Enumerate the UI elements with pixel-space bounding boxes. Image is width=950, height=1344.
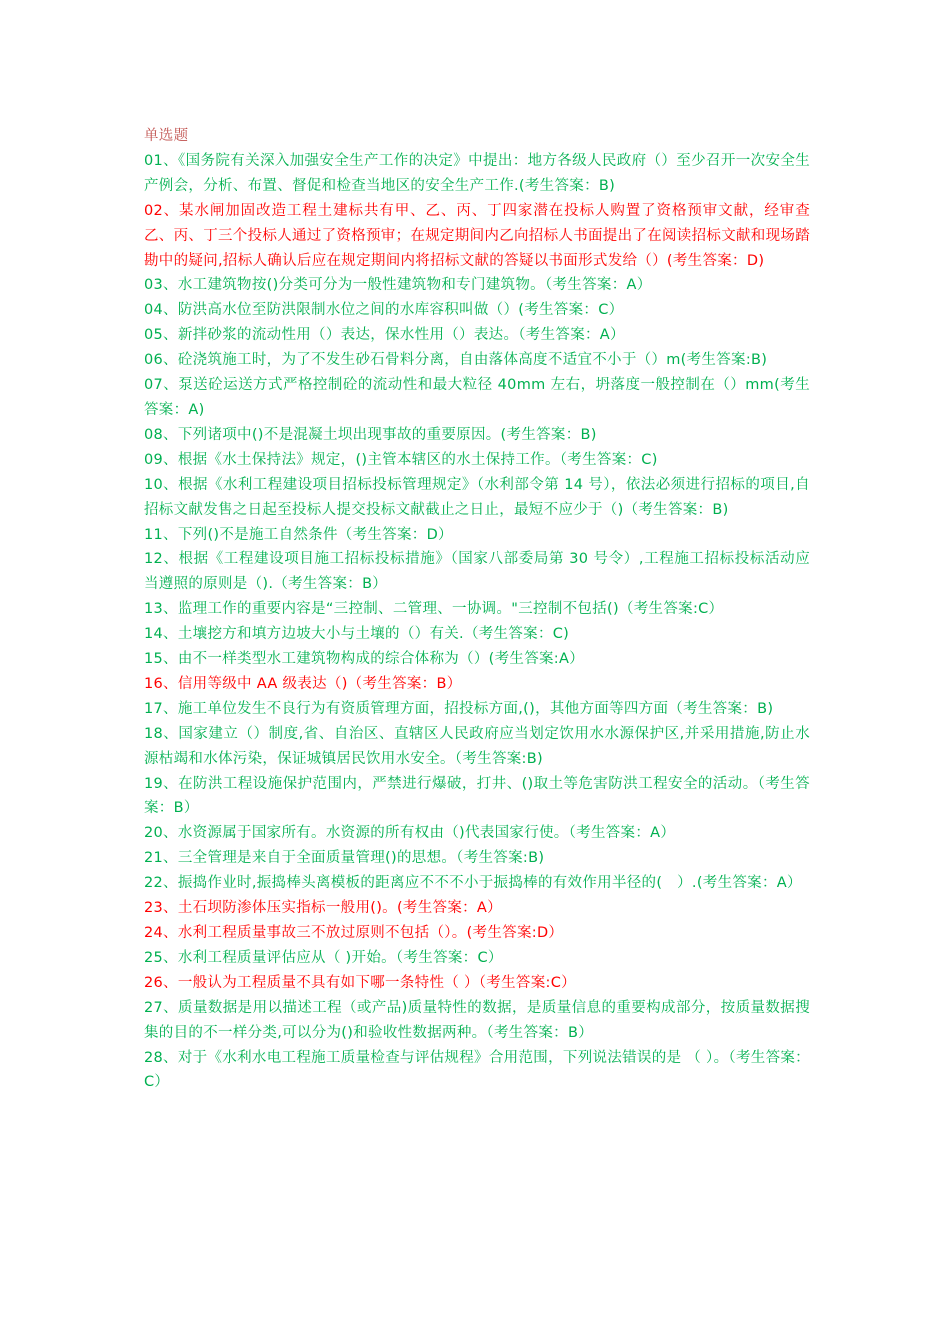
question-item: 17、施工单位发生不良行为有资质管理方面，招投标方面,()，其他方面等四方面（考生答案：B)	[144, 700, 774, 717]
question-item: 28、对于《水利水电工程施工质量检查与评估规程》合用范围，下列说法错误的是 （ ）。（考生答案：C）	[144, 1049, 810, 1091]
question-item: 11、下列()不是施工自然条件（考生答案：D）	[144, 526, 453, 543]
question-item: 15、由不一样类型水工建筑物构成的综合体称为（）(考生答案:A）	[144, 651, 585, 668]
question-list	[144, 149, 810, 1095]
question-item: 08、下列诸项中()不是混凝土坝出现事故的重要原因。(考生答案：B)	[144, 426, 597, 443]
question-item: 16、信用等级中 AA 级表达（)（考生答案：B）	[144, 675, 462, 692]
question-item: 22、振捣作业时,振捣棒头离模板的距离应不不不小于振捣棒的有效作用半径的( ）.(考生答案：A）	[144, 875, 802, 892]
question-item: 05、新拌砂浆的流动性用（）表达，保水性用（）表达。（考生答案：A）	[144, 327, 625, 344]
document-page	[144, 124, 810, 1095]
question-item: 13、监理工作的重要内容是“三控制、二管理、一协调。"三控制不包括()（考生答案:C）	[144, 601, 724, 618]
question-item: 20、水资源属于国家所有。水资源的所有权由（)代表国家行使。（考生答案：A）	[144, 825, 676, 842]
question-item: 26、一般认为工程质量不具有如下哪一条特性（ ）（考生答案:C）	[144, 974, 576, 991]
question-item: 19、在防洪工程设施保护范围内，严禁进行爆破，打井、()取土等危害防洪工程安全的活动。（考生答案：B）	[144, 775, 810, 817]
section-title: 单选题	[144, 128, 189, 144]
question-item: 25、水利工程质量评估应从（ )开始。（考生答案：C）	[144, 949, 503, 966]
question-item: 09、根据《水土保持法》规定，()主管本辖区的水土保持工作。（考生答案：C)	[144, 451, 658, 468]
question-item: 24、水利工程质量事故三不放过原则不包括（）。(考生答案:D）	[144, 925, 564, 941]
question-item: 27、质量数据是用以描述工程（或产品)质量特性的数据，是质量信息的重要构成部分，按质量数据搜集的目的不一样分类,可以分为()和验收性数据两种。（考生答案：B）	[144, 999, 810, 1041]
question-item: 21、三全管理是来自于全面质量管理()的思想。（考生答案:B)	[144, 850, 545, 867]
question-item: 03、水工建筑物按()分类可分为一般性建筑物和专门建筑物。（考生答案：A）	[144, 277, 652, 294]
question-item: 10、根据《水利工程建设项目招标投标管理规定》（水利部令第 14 号），依法必须进行招标的项目,自招标文献发售之日起至投标人提交投标文献截止之日止，最短不应少于（)（考生答案：B)	[144, 476, 810, 518]
question-item: 23、土石坝防渗体压实指标一般用()。(考生答案：A）	[144, 900, 502, 917]
question-item: 18、国家建立（）制度,省、自治区、直辖区人民政府应当划定饮用水水源保护区,并采用措施,防止水源枯竭和水体污染，保证城镇居民饮用水安全。（考生答案:B)	[144, 725, 810, 767]
question-item: 06、砼浇筑施工时，为了不发生砂石骨料分离，自由落体高度不适宜不小于（）m(考生答案:B)	[144, 352, 768, 369]
question-item: 01、《国务院有关深入加强安全生产工作的决定》中提出：地方各级人民政府（）至少召开一次安全生产例会，分析、布置、督促和检查当地区的安全生产工作.(考生答案：B)	[144, 152, 810, 194]
question-item: 02、某水闸加固改造工程土建标共有甲、乙、丙、丁四家潜在投标人购置了资格预审文献，经审查乙、丙、丁三个投标人通过了资格预审；在规定期间内乙向招标人书面提出了在阅读招标文献和现场踏勘中的疑问,招标人确认后应在规定期间内将招标文献的答疑以书面形式发给（）(考生答案：D)	[144, 202, 810, 269]
question-item: 14、土壤挖方和填方边坡大小与土壤的（）有关.（考生答案：C)	[144, 626, 570, 643]
question-item: 07、泵送砼运送方式严格控制砼的流动性和最大粒径 40mm 左右，坍落度一般控制在（）mm(考生答案：A)	[144, 377, 810, 418]
question-item: 04、防洪高水位至防洪限制水位之间的水库容积叫做（）(考生答案：C）	[144, 302, 624, 319]
question-item: 12、根据《工程建设项目施工招标投标措施》（国家八部委局第 30 号令）,工程施工招标投标活动应当遵照的原则是（).（考生答案：B）	[144, 551, 810, 593]
